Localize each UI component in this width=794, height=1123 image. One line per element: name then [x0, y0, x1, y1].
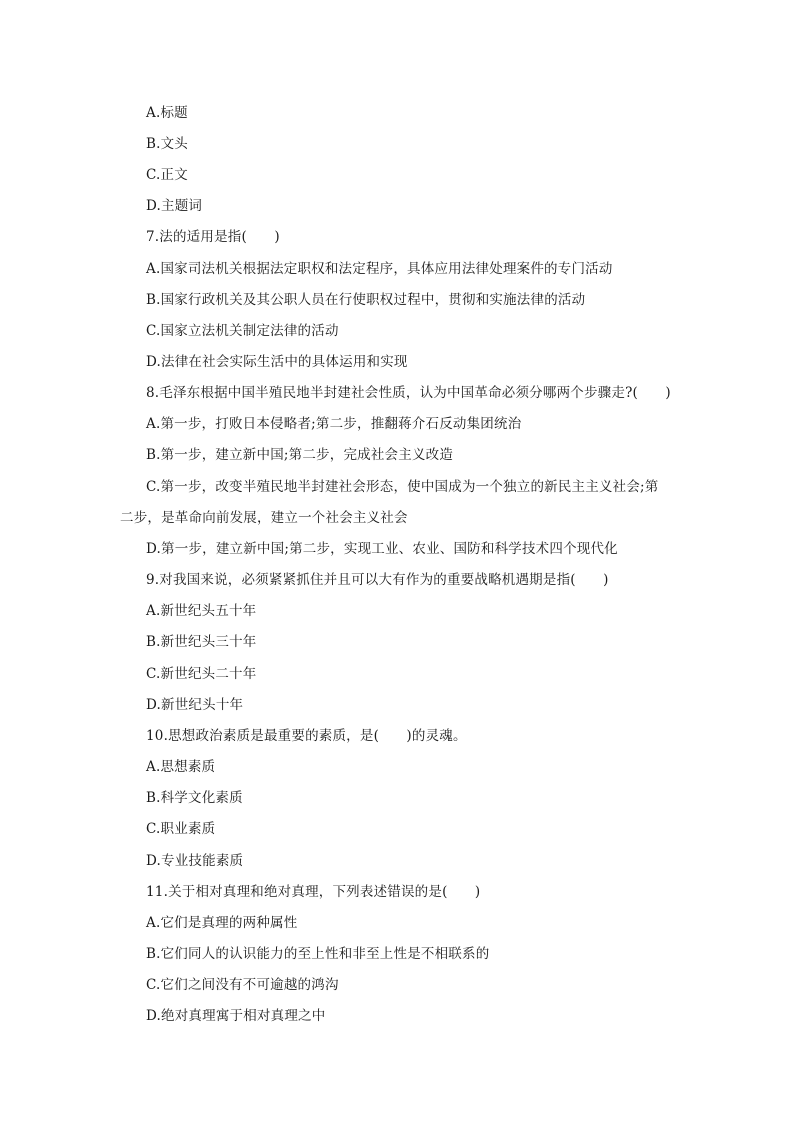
option-11b: B.它们同人的认识能力的至上性和非至上性是不相联系的: [146, 946, 490, 962]
option-11c: C.它们之间没有不可逾越的鸿沟: [146, 977, 339, 993]
option-8c-continued: 二步，是革命向前发展，建立一个社会主义社会: [120, 510, 408, 526]
option-11d: D.绝对真理寓于相对真理之中: [146, 1008, 326, 1024]
option-8b: B.第一步，建立新中国;第二步，完成社会主义改造: [146, 447, 454, 463]
option-10c: C.职业素质: [146, 821, 216, 837]
option-10a: A.思想素质: [146, 759, 216, 775]
option-6c: C.正文: [146, 167, 188, 183]
option-6d: D.主题词: [146, 198, 203, 214]
question-7: 7.法的适用是指( ): [146, 229, 280, 245]
question-9: 9.对我国来说，必须紧紧抓住并且可以大有作为的重要战略机遇期是指( ): [146, 572, 609, 588]
option-10d: D.专业技能素质: [146, 853, 244, 869]
question-8: 8.毛泽东根据中国半殖民地半封建社会性质，认为中国革命必须分哪两个步骤走?( ): [146, 385, 671, 401]
option-8d: D.第一步，建立新中国;第二步，实现工业、农业、国防和科学技术四个现代化: [146, 541, 618, 557]
option-9d: D.新世纪头十年: [146, 697, 244, 713]
question-11: 11.关于相对真理和绝对真理，下列表述错误的是( ): [146, 884, 481, 900]
option-11a: A.它们是真理的两种属性: [146, 915, 298, 931]
option-9b: B.新世纪头三十年: [146, 634, 257, 650]
option-8c: C.第一步，改变半殖民地半封建社会形态，使中国成为一个独立的新民主主义社会;第: [146, 479, 659, 495]
option-8a: A.第一步，打败日本侵略者;第二步，推翻蒋介石反动集团统治: [146, 416, 522, 432]
option-7b: B.国家行政机关及其公职人员在行使职权过程中，贯彻和实施法律的活动: [146, 292, 586, 308]
option-6a: A.标题: [146, 105, 188, 121]
option-6b: B.文头: [146, 136, 189, 152]
option-9c: C.新世纪头二十年: [146, 666, 257, 682]
option-7a: A.国家司法机关根据法定职权和法定程序，具体应用法律处理案件的专门活动: [146, 261, 613, 277]
option-10b: B.科学文化素质: [146, 790, 243, 806]
option-7d: D.法律在社会实际生活中的具体运用和实现: [146, 354, 408, 370]
option-7c: C.国家立法机关制定法律的活动: [146, 323, 339, 339]
question-10: 10.思想政治素质是最重要的素质，是( )的灵魂。: [146, 728, 467, 744]
option-9a: A.新世纪头五十年: [146, 603, 257, 619]
